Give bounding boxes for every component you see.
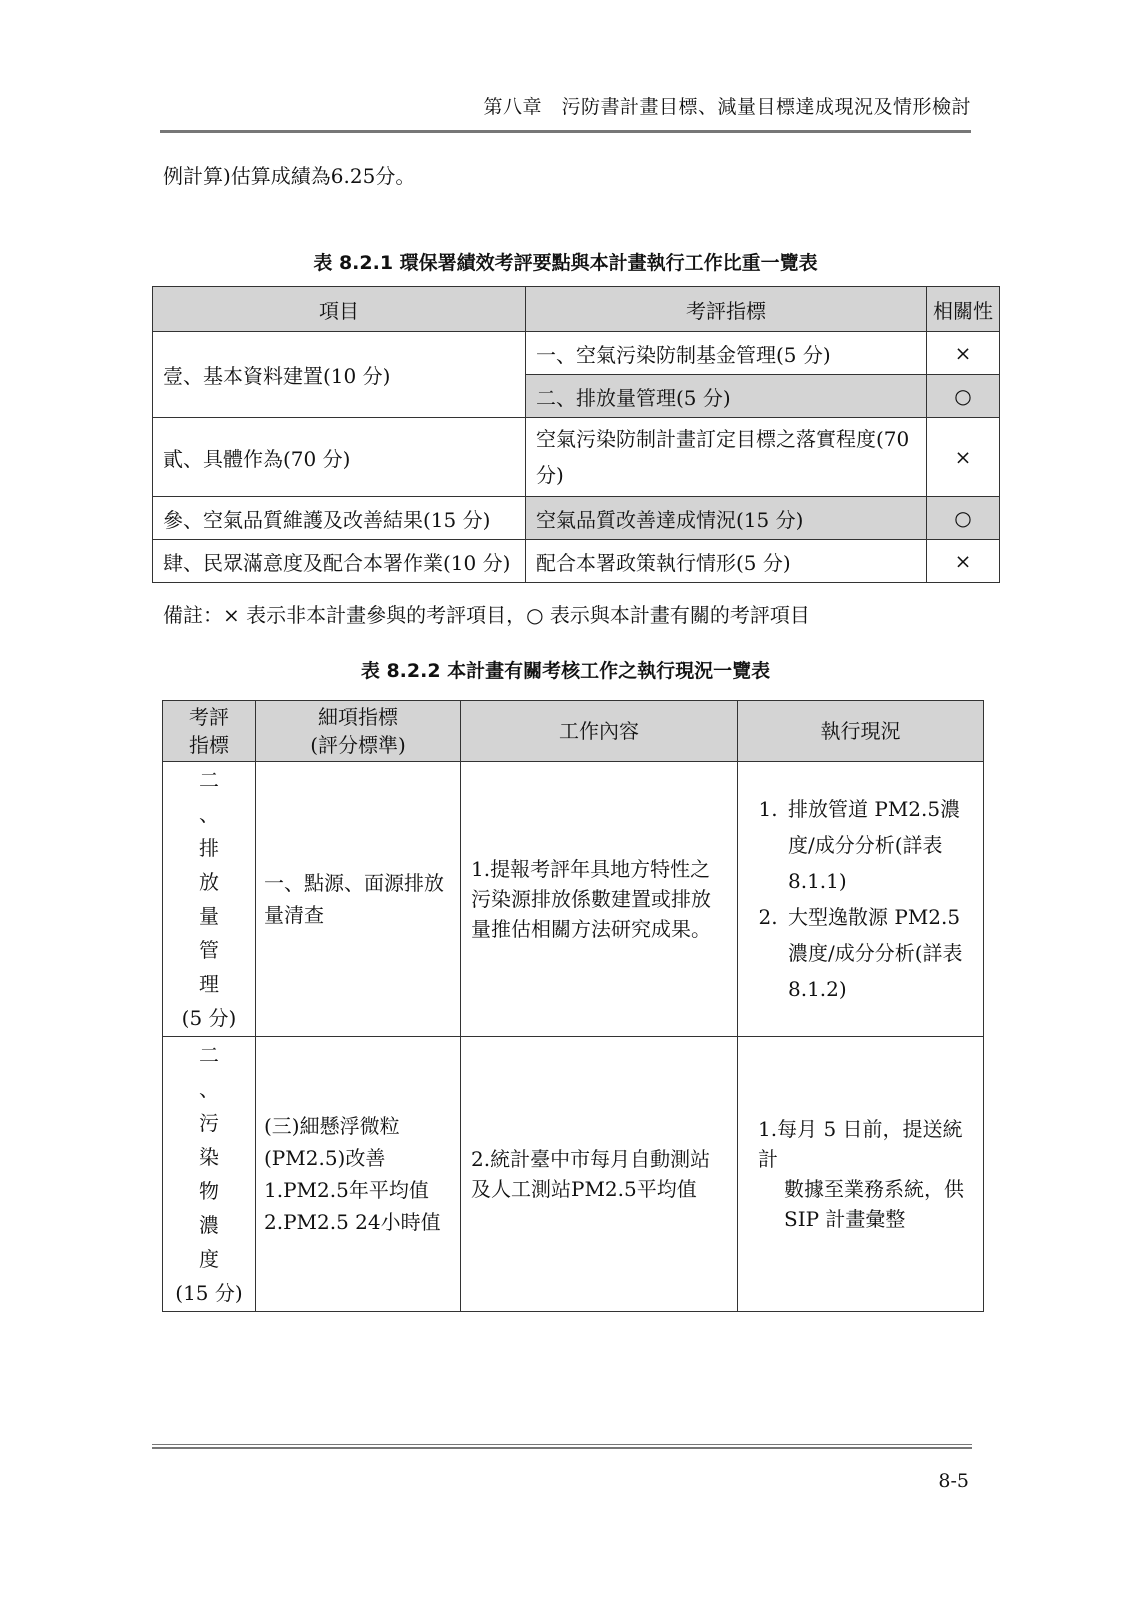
criterion-char: 管 (199, 938, 219, 962)
sub-indicator-cell (256, 1037, 461, 1312)
criterion-cell (163, 762, 256, 1037)
criterion-char: 排 (199, 836, 219, 860)
criterion-cell (163, 1037, 256, 1312)
relevance-cell: ○ (927, 375, 1000, 418)
status-cell (738, 762, 984, 1037)
col-header-status: 執行現況 (738, 701, 984, 762)
execution-status-table (162, 700, 984, 1312)
table1-caption: 表 8.2.1 環保署績效考評要點與本計畫執行工作比重一覽表 (313, 252, 818, 274)
footer-rule (152, 1447, 972, 1449)
table2-caption: 表 8.2.2 本計畫有關考核工作之執行現況一覽表 (360, 660, 771, 682)
footer-rule (152, 1444, 972, 1445)
status-text (748, 1114, 973, 1234)
status-line: 數據至業務系統，供SIP 計畫彙整 (784, 1177, 964, 1231)
sub-indicator-cell: 一、點源、面源排放量清查 (256, 762, 461, 1037)
status-list (748, 791, 973, 1007)
table-row (153, 540, 1000, 583)
criterion-char: (5 分) (181, 1006, 237, 1030)
indicator-cell: 二、排放量管理(5 分) (526, 375, 927, 418)
item-cell: 壹、基本資料建置(10 分) (153, 332, 526, 418)
evaluation-weight-table (152, 286, 1000, 583)
table-header-row (153, 287, 1000, 332)
criterion-char: 二 (199, 768, 219, 792)
criterion-char: 度 (199, 1247, 219, 1271)
criterion-char: 染 (199, 1145, 219, 1169)
header-line: 指標 (189, 733, 229, 757)
header-rule (160, 130, 971, 133)
criterion-char: 污 (199, 1111, 219, 1135)
item-cell: 貳、具體作為(70 分) (153, 418, 526, 497)
sub-indicator-line: (三)細懸浮微粒(PM2.5)改善 (264, 1114, 400, 1170)
item-cell: 肆、民眾滿意度及配合本署作業(10 分) (153, 540, 526, 583)
relevance-cell: × (927, 540, 1000, 583)
status-cell (738, 1037, 984, 1312)
header-line: 考評 (189, 705, 229, 729)
criterion-char: (15 分) (175, 1281, 243, 1305)
col-header-relevance: 相關性 (927, 287, 1000, 332)
relevance-cell: × (927, 418, 1000, 497)
chapter-header: 第八章 污防書計畫目標、減量目標達成現況及情形檢討 (483, 96, 971, 118)
criterion-char: 、 (199, 1077, 219, 1101)
criterion-char: 二 (199, 1043, 219, 1067)
criterion-char: 濃 (199, 1213, 219, 1237)
status-line: 1.每月 5 日前，提送統計 (758, 1117, 963, 1171)
header-line: (評分標準) (310, 733, 406, 757)
table1-note: 備註：× 表示非本計畫參與的考評項目，○ 表示與本計畫有關的考評項目 (163, 603, 810, 627)
table-row (153, 497, 1000, 540)
table-header-row (163, 701, 984, 762)
relevance-cell: ○ (927, 497, 1000, 540)
sub-indicator-line: 1.PM2.5年平均值 (264, 1178, 429, 1202)
intro-paragraph: 例計算)估算成績為6.25分。 (163, 164, 416, 188)
indicator-cell: 空氣品質改善達成情況(15 分) (526, 497, 927, 540)
col-header-sub-indicator (256, 701, 461, 762)
sub-indicator-line: 2.PM2.5 24小時值 (264, 1210, 441, 1234)
page-number: 8-5 (938, 1470, 969, 1492)
table-row (163, 762, 984, 1037)
indicator-cell: 一、空氣污染防制基金管理(5 分) (526, 332, 927, 375)
criterion-char: 放 (199, 870, 219, 894)
header-line: 細項指標 (318, 705, 398, 729)
table-row (163, 1037, 984, 1312)
indicator-cell: 空氣污染防制計畫訂定目標之落實程度(70 分) (526, 418, 927, 497)
col-header-indicator: 考評指標 (526, 287, 927, 332)
col-header-work: 工作內容 (461, 701, 738, 762)
table-row (153, 332, 1000, 375)
col-header-item: 項目 (153, 287, 526, 332)
relevance-cell: × (927, 332, 1000, 375)
work-content-cell: 1.提報考評年具地方特性之污染源排放係數建置或排放量推估相關方法研究成果。 (461, 762, 738, 1037)
work-content-cell: 2.統計臺中市每月自動測站及人工測站PM2.5平均值 (461, 1037, 738, 1312)
criterion-char: 、 (199, 802, 219, 826)
list-item: 2. 大型逸散源 PM2.5濃度/成分分析(詳表 8.1.2) (784, 899, 973, 1007)
indicator-cell: 配合本署政策執行情形(5 分) (526, 540, 927, 583)
criterion-char: 理 (199, 972, 219, 996)
list-item: 1. 排放管道 PM2.5濃度/成分分析(詳表 8.1.1) (784, 791, 973, 899)
item-cell: 參、空氣品質維護及改善結果(15 分) (153, 497, 526, 540)
col-header-criterion (163, 701, 256, 762)
criterion-char: 物 (199, 1179, 219, 1203)
criterion-char: 量 (199, 904, 219, 928)
table-row (153, 418, 1000, 497)
